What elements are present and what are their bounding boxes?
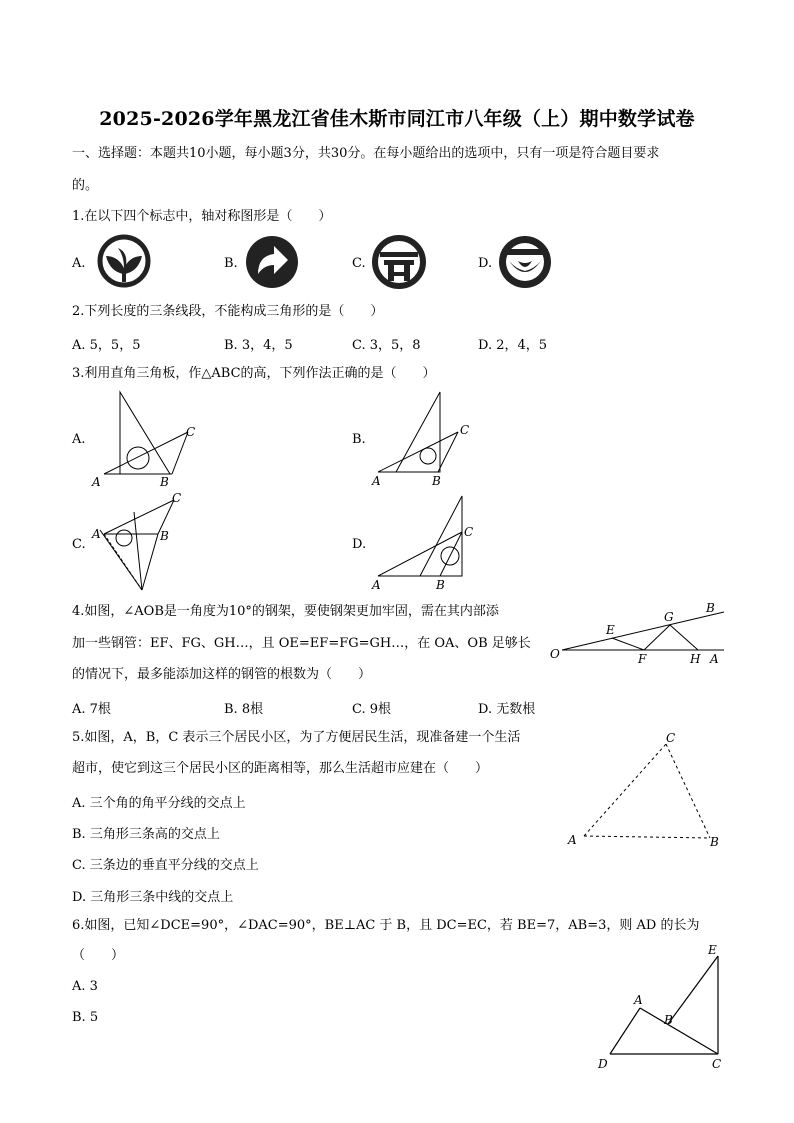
q4-stem-line3: 的情况下，最多能添加这样的钢管的根数为（ ） — [72, 667, 372, 682]
q2-option-c: C. 3，5，8 — [352, 338, 421, 353]
q6-option-b: B. 5 — [72, 1010, 99, 1025]
q5-option-c: C. 三条边的垂直平分线的交点上 — [72, 858, 259, 873]
q3-stem: 3.利用直角三角板，作△ABC的高，下列作法正确的是（ ） — [72, 366, 436, 381]
q5-figure-triangle — [566, 728, 726, 852]
label-a: A — [92, 527, 101, 541]
label-h: H — [690, 652, 701, 666]
label-a: A — [710, 652, 719, 666]
q4-option-d: D. 无数根 — [478, 702, 536, 717]
q1-option-b: B. — [224, 256, 238, 271]
q3-option-c: C. — [72, 537, 86, 552]
q1-stem: 1.在以下四个标志中，轴对称图形是（ ） — [72, 209, 332, 224]
label-c: C — [712, 1057, 722, 1071]
q5-option-a: A. 三个角的角平分线的交点上 — [72, 796, 246, 811]
q3-option-d: D. — [352, 537, 367, 552]
section-heading: 一、选择题：本题共10小题，每小题3分，共30分。在每小题给出的选项中，只有一项是符合题目要求 — [72, 146, 660, 161]
page-title: 2025-2026学年黑龙江省佳木斯市同江市八年级（上）期中数学试卷 — [99, 108, 695, 130]
label-b: B — [664, 1013, 673, 1027]
q1-option-c: C. — [352, 256, 366, 271]
q5-option-b: B. 三角形三条高的交点上 — [72, 827, 220, 842]
q5-stem-line2: 超市，使它到这三个居民小区的距离相等，那么生活超市应建在（ ） — [72, 761, 489, 776]
q3-option-a: A. — [72, 432, 86, 447]
q1-option-d: D. — [478, 256, 493, 271]
label-c: C — [186, 425, 196, 439]
q3-figure-c — [90, 490, 200, 594]
q2-option-b: B. 3，4，5 — [224, 338, 293, 353]
label-c: C — [464, 525, 474, 539]
label-b: B — [706, 601, 715, 615]
label-a: A — [372, 578, 381, 592]
logo-a-leaf-icon — [94, 234, 154, 288]
q1-option-a: A. — [72, 256, 86, 271]
q6-figure — [596, 940, 736, 1076]
q4-figure-steel-frame — [548, 600, 728, 670]
q2-option-d: D. 2，4，5 — [478, 338, 548, 353]
label-e: E — [606, 623, 615, 637]
label-a: A — [372, 474, 381, 488]
logo-c-building-icon — [370, 234, 428, 290]
label-b: B — [436, 578, 445, 592]
label-b: B — [710, 835, 719, 849]
label-b: B — [160, 529, 169, 543]
q5-stem-line1: 5.如图，A，B，C 表示三个居民小区，为了方便居民生活，现准备建一个生活 — [72, 730, 521, 745]
label-b: B — [432, 474, 441, 488]
label-a: A — [92, 475, 101, 489]
logo-b-arrow-icon — [244, 234, 300, 290]
q6-stem-line1: 6.如图，已知∠DCE=90°，∠DAC=90°，BE⊥AC 于 B，且 DC=EC，若 BE=7，AB=3，则 AD 的长为 — [72, 918, 700, 933]
logo-d-sprout-icon — [496, 233, 554, 291]
q2-stem: 2.下列长度的三条线段，不能构成三角形的是（ ） — [72, 304, 384, 319]
q3-figure-a — [90, 388, 210, 488]
q3-figure-b — [370, 388, 490, 488]
q4-option-b: B. 8根 — [224, 702, 264, 717]
q3-figure-d — [370, 492, 490, 592]
q4-stem-line1: 4.如图，∠AOB是一角度为10°的钢架，要使钢架更加牢固，需在其内部添 — [72, 604, 499, 619]
label-o: O — [550, 647, 560, 661]
label-a: A — [634, 993, 643, 1007]
q4-option-c: C. 9根 — [352, 702, 392, 717]
q2-option-a: A. 5，5，5 — [72, 338, 141, 353]
label-g: G — [664, 610, 674, 624]
label-c: C — [460, 423, 470, 437]
label-a: A — [568, 833, 577, 847]
q4-option-a: A. 7根 — [72, 702, 111, 717]
label-d: D — [598, 1057, 608, 1071]
label-e: E — [708, 943, 717, 957]
q6-stem-line2: （ ） — [72, 948, 125, 963]
label-c: C — [172, 491, 182, 505]
label-b: B — [160, 475, 169, 489]
q4-stem-line2: 加一些钢管：EF、FG、GH…，且 OE=EF=FG=GH…，在 OA、OB 足够长 — [72, 636, 531, 651]
q3-option-b: B. — [352, 432, 366, 447]
q5-option-d: D. 三角形三条中线的交点上 — [72, 890, 234, 905]
label-c: C — [666, 731, 676, 745]
label-f: F — [638, 652, 647, 666]
section-heading-cont: 的。 — [72, 178, 99, 193]
q6-option-a: A. 3 — [72, 979, 98, 994]
